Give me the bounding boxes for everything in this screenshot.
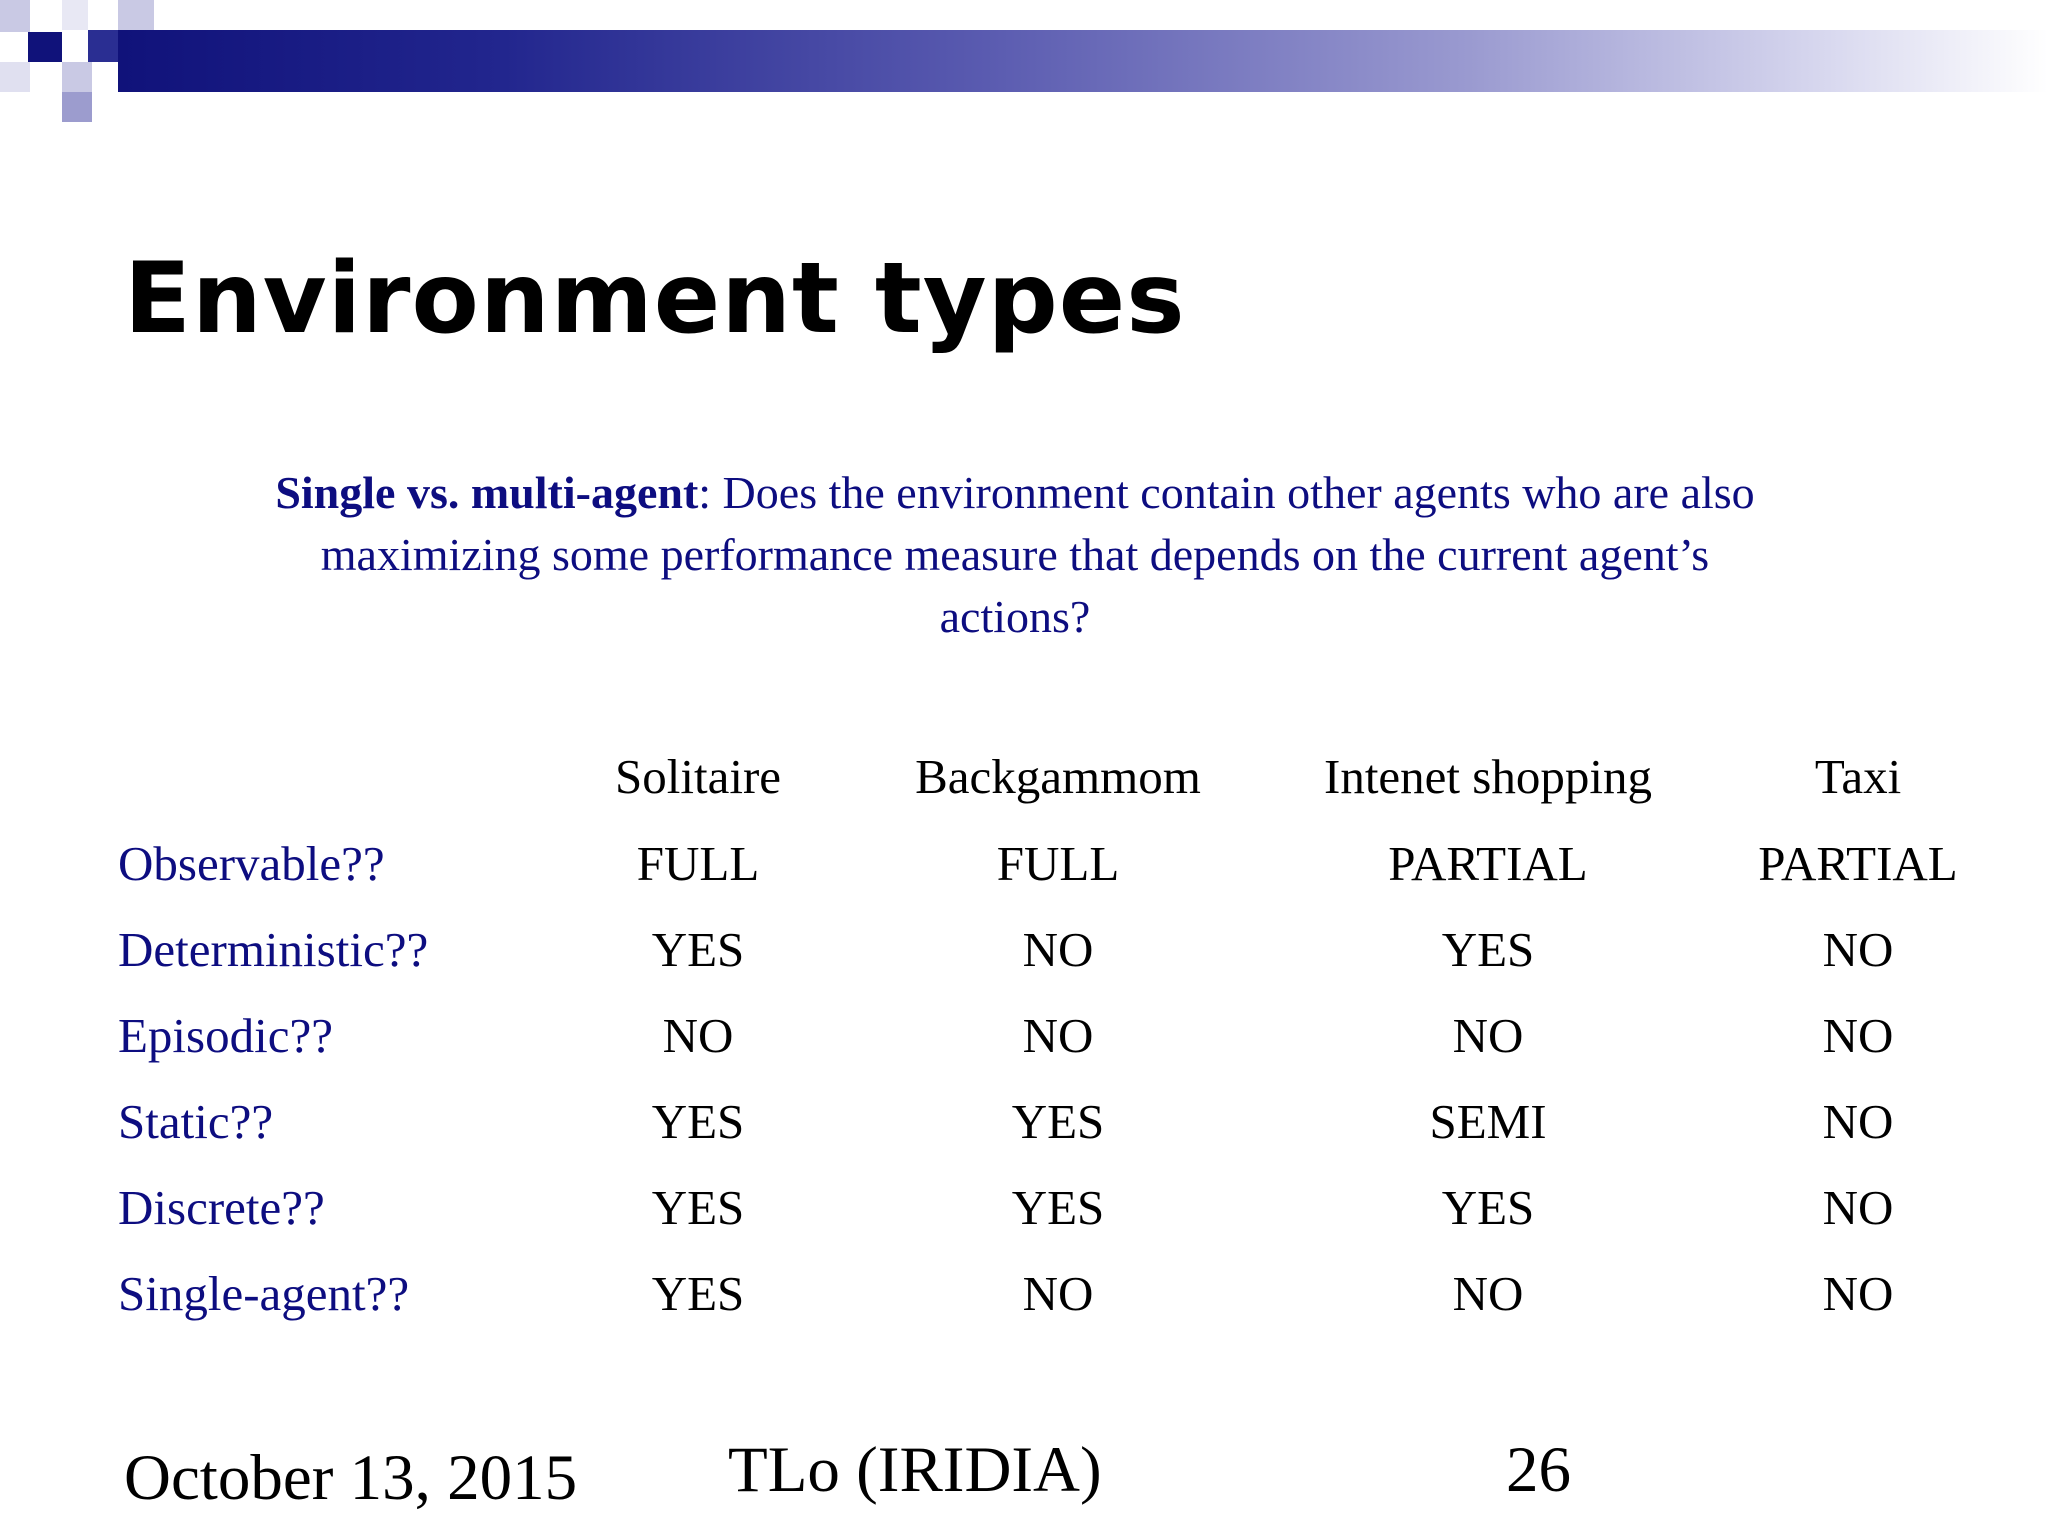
table-cell: NO (1452, 1265, 1524, 1321)
footer-author: TLo (IRIDIA) (728, 1434, 1102, 1506)
definition-paragraph (240, 462, 1790, 648)
decor-square (0, 62, 30, 92)
table-cell: FULL (996, 835, 1120, 891)
definition-text: : Does the environment contain other agents who are also maximizing some performance measure that depends on the current agent’s actions? (320, 467, 1755, 642)
table-row (118, 906, 1978, 992)
table-cell: YES (1011, 1179, 1105, 1235)
definition-term: Single vs. multi-agent (275, 467, 699, 518)
decor-square (28, 32, 62, 62)
column-header: Intenet shopping (1324, 749, 1652, 804)
row-label: Discrete?? (118, 1179, 325, 1235)
table-corner (118, 748, 518, 820)
table-cell: FULL (636, 835, 760, 891)
row-label: Episodic?? (118, 1007, 333, 1063)
table-cell: PARTIAL (1758, 835, 1958, 891)
table-row (118, 1078, 1978, 1164)
page-number: 26 (1506, 1434, 1571, 1506)
table-header-row (118, 748, 1978, 820)
table-cell: NO (1022, 921, 1094, 977)
table-cell: PARTIAL (1388, 835, 1588, 891)
table-cell: YES (651, 1093, 745, 1149)
decor-square (118, 0, 154, 30)
table-row (118, 1250, 1978, 1336)
table-row (118, 992, 1978, 1078)
row-label: Single-agent?? (118, 1265, 410, 1321)
column-header: Backgammom (915, 749, 1201, 804)
row-label: Observable?? (118, 835, 385, 891)
table-cell: NO (1452, 1007, 1524, 1063)
decor-square (62, 62, 92, 92)
decor-square (62, 92, 92, 122)
table-row (118, 820, 1978, 906)
table-cell: NO (1822, 1093, 1894, 1149)
table-cell: NO (1822, 1265, 1894, 1321)
table-cell: SEMI (1429, 1093, 1547, 1149)
table-cell: NO (1822, 1007, 1894, 1063)
decor-square (88, 30, 118, 62)
header-gradient-bar (118, 30, 2048, 92)
table-cell: YES (651, 1179, 745, 1235)
column-header: Taxi (1814, 749, 1902, 804)
table-cell: YES (1441, 921, 1535, 977)
slide-title: Environment types (124, 242, 1186, 356)
table-cell: YES (651, 1265, 745, 1321)
table-cell: NO (1022, 1265, 1094, 1321)
decor-square (0, 0, 30, 32)
column-header: Solitaire (614, 749, 782, 804)
table-cell: NO (1822, 921, 1894, 977)
table-cell: YES (1441, 1179, 1535, 1235)
row-label: Static?? (118, 1093, 274, 1149)
table-cell: NO (662, 1007, 734, 1063)
environment-table (118, 748, 1978, 1336)
table-cell: NO (1022, 1007, 1094, 1063)
table-cell: YES (1011, 1093, 1105, 1149)
decor-square (62, 0, 88, 30)
table-row (118, 1164, 1978, 1250)
footer-date: October 13, 2015 (124, 1442, 578, 1514)
row-label: Deterministic?? (118, 921, 429, 977)
table-cell: NO (1822, 1179, 1894, 1235)
table-cell: YES (651, 921, 745, 977)
